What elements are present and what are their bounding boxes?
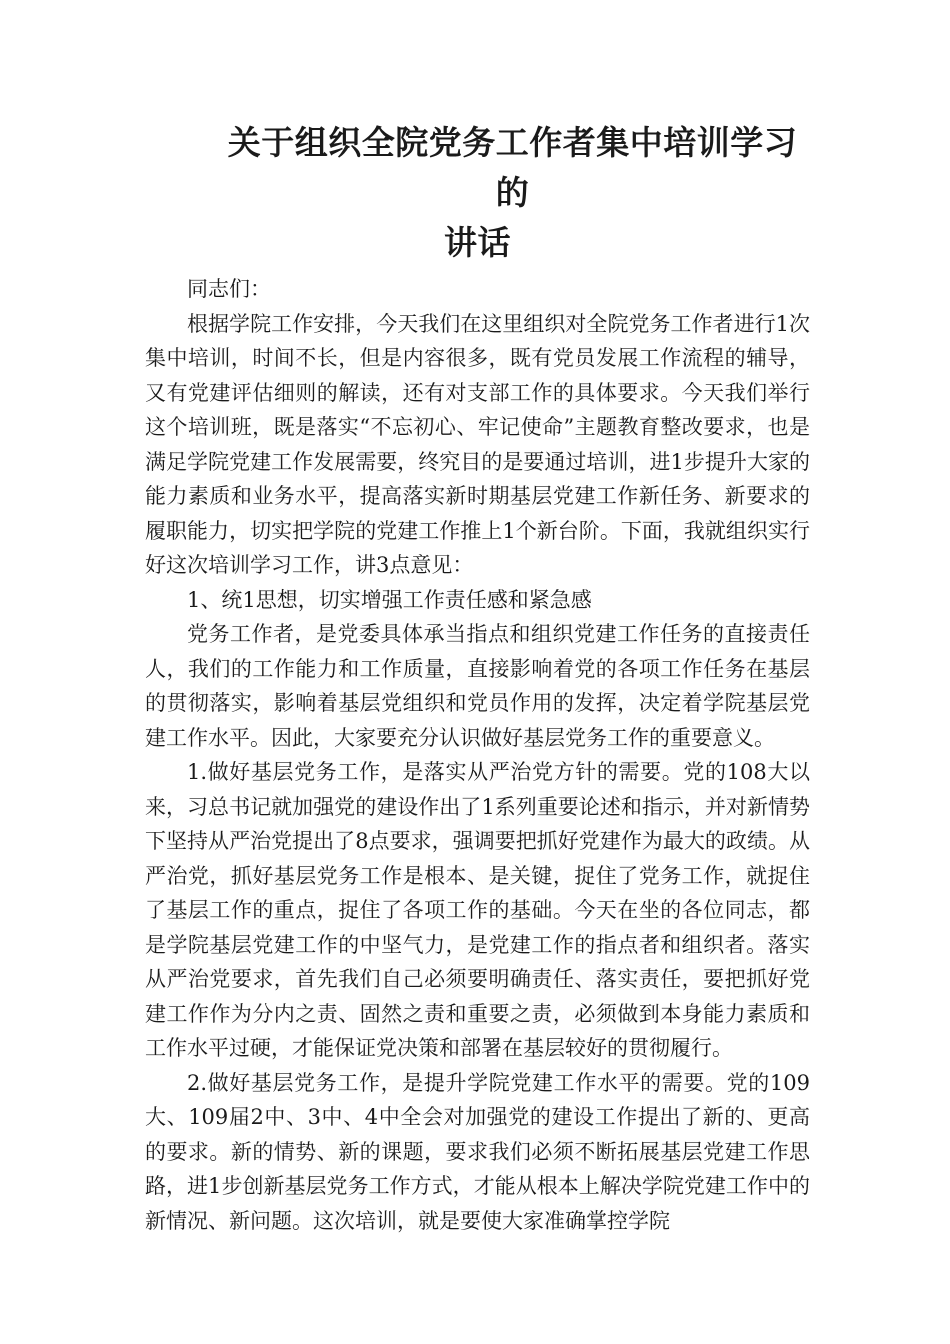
document-page xyxy=(145,118,810,1238)
salutation: 同志们： xyxy=(187,277,271,301)
paragraph-point-2: 2.做好基层党务工作，是提升学院党建工作水平的需要。党的109大、109届2中、3中、4中全会对加强党的建设工作提出了新的、更高的要求。新的情势、新的课题，要求我们必须不断拓展基层党建工作思路，进1步创新基层党务工作方式，才能从根本上解决学院党建工作中的新情况、新问题。这次培训，就是要使大家准确掌控学院 xyxy=(145,1070,810,1233)
paragraph-section-1: 党务工作者，是党委具体承当指点和组织党建工作任务的直接责任人，我们的工作能力和工作质量，直接影响着党的各项工作任务在基层的贯彻落实，影响着基层党组织和党员作用的发挥，决定着学院基层党建工作水平。因此，大家要充分认识做好基层党务工作的重要意义。 xyxy=(145,622,810,750)
document-body xyxy=(145,272,810,1238)
title-line-1: 关于组织全院党务工作者集中培训学习的 xyxy=(227,123,798,212)
paragraph-point-1: 1.做好基层党务工作，是落实从严治党方针的需要。党的108大以来，习总书记就加强党的建设作出了1系列重要论述和指示，并对新情势下坚持从严治党提出了8点要求，强调要把抓好党建作为最大的政绩。从严治党，抓好基层党务工作是根本、是关键，捉住了党务工作，就捉住了基层工作的重点，捉住了各项工作的基础。今天在坐的各位同志，都是学院基层党建工作的中坚气力，是党建工作的指点者和组织者。落实从严治党要求，首先我们自己必须要明确责任、落实责任，要把抓好党建工作作为分内之责、固然之责和重要之责，必须做到本身能力素质和工作水平过硬，才能保证党决策和部署在基层较好的贯彻履行。 xyxy=(145,760,810,1060)
document-title xyxy=(145,118,810,268)
section-heading-1: 1、统1思想，切实增强工作责任感和紧急感 xyxy=(187,587,592,612)
title-line-2: 讲话 xyxy=(444,223,511,262)
paragraph-intro: 根据学院工作安排，今天我们在这里组织对全院党务工作者进行1次集中培训，时间不长，但是内容很多，既有党员发展工作流程的辅导，又有党建评估细则的解读，还有对支部工作的具体要求。今天我们举行这个培训班，既是落实“不忘初心、牢记使命”主题教育整改要求，也是满足学院党建工作发展需要，终究目的是要通过培训，进1步提升大家的能力素质和业务水平，提高落实新时期基层党建工作新任务、新要求的履职能力，切实把学院的党建工作推上1个新台阶。下面，我就组织实行好这次培训学习工作，讲3点意见： xyxy=(145,311,810,577)
